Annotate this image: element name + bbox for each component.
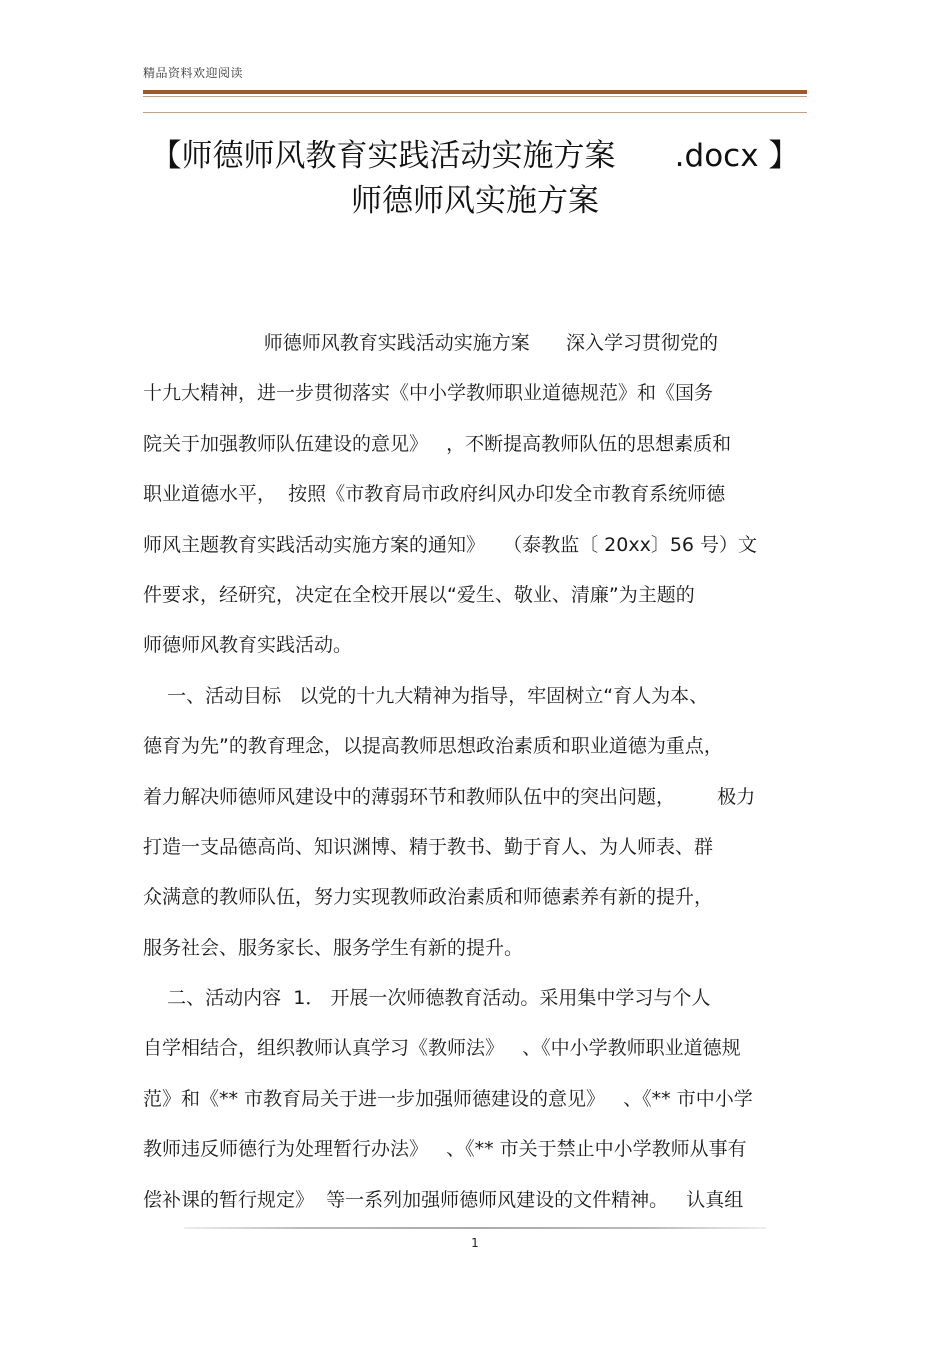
body-line: 范》和《** 市教育局关于进一步加强师德建设的意见》 、《** 市中小学 xyxy=(143,1087,753,1110)
body-line: 师风主题教育实践活动实施方案的通知》 （泰教监〔 20xx〕56 号）文 xyxy=(143,533,758,556)
body-line: 教师违反师德行为处理暂行办法》 、《** 市关于禁止中小学教师从事有 xyxy=(143,1138,747,1161)
body-text xyxy=(143,326,807,1233)
body-line: 服务社会、服务家长、服务学生有新的提升。 xyxy=(143,936,524,959)
body-line: 师德师风教育实践活动。 xyxy=(143,634,353,657)
body-line: 德育为先”的教育理念，以提高教师思想政治素质和职业道德为重点， xyxy=(143,735,723,758)
body-line: 一、活动目标 以党的十九大精神为指导，牢固树立“育人为本、 xyxy=(143,684,709,707)
body-line: 师德师风教育实践活动实施方案 深入学习贯彻党的 xyxy=(143,332,719,354)
body-line: 十九大精神，进一步贯彻落实《中小学教师职业道德规范》和《国务 xyxy=(143,382,714,405)
body-line: 二、活动内容 1． 开展一次师德教育活动。采用集中学习与个人 xyxy=(143,987,711,1010)
body-line: 偿补课的暂行规定》 等一系列加强师德师风建设的文件精神。 认真组 xyxy=(143,1188,744,1211)
page-number: 1 xyxy=(471,1236,479,1250)
body-line: 自学相结合，组织教师认真学习《教师法》 、《中小学教师职业道德规 xyxy=(143,1037,741,1060)
body-line: 众满意的教师队伍，努力实现教师政治素质和师德素养有新的提升， xyxy=(143,886,714,909)
body-line: 职业道德水平， 按照《市教育局市政府纠风办印发全市教育系统师德 xyxy=(143,483,726,506)
body-line: 件要求，经研究，决定在全校开展以“爱生、敬业、清廉”为主题的 xyxy=(143,583,695,606)
footer-rule xyxy=(184,1227,766,1229)
title-top-rule xyxy=(143,112,807,113)
document-title-line-1: 【师德师风教育实践活动实施方案 .docx 】 xyxy=(150,138,800,174)
header-rule-thick xyxy=(143,90,807,94)
body-line: 着力解决师德师风建设中的薄弱环节和教师队伍中的突出问题， 极力 xyxy=(143,785,756,808)
document-title-line-2: 师德师风实施方案 xyxy=(351,183,599,219)
body-line: 打造一支品德高尚、知识渊博、精于教书、勤于育人、为人师表、群 xyxy=(143,835,714,858)
body-line: 院关于加强教师队伍建设的意见》 ，不断提高教师队伍的思想素质和 xyxy=(143,432,732,455)
running-header: 精品资料欢迎阅读 xyxy=(143,66,244,80)
header-rule-thin xyxy=(143,96,807,97)
